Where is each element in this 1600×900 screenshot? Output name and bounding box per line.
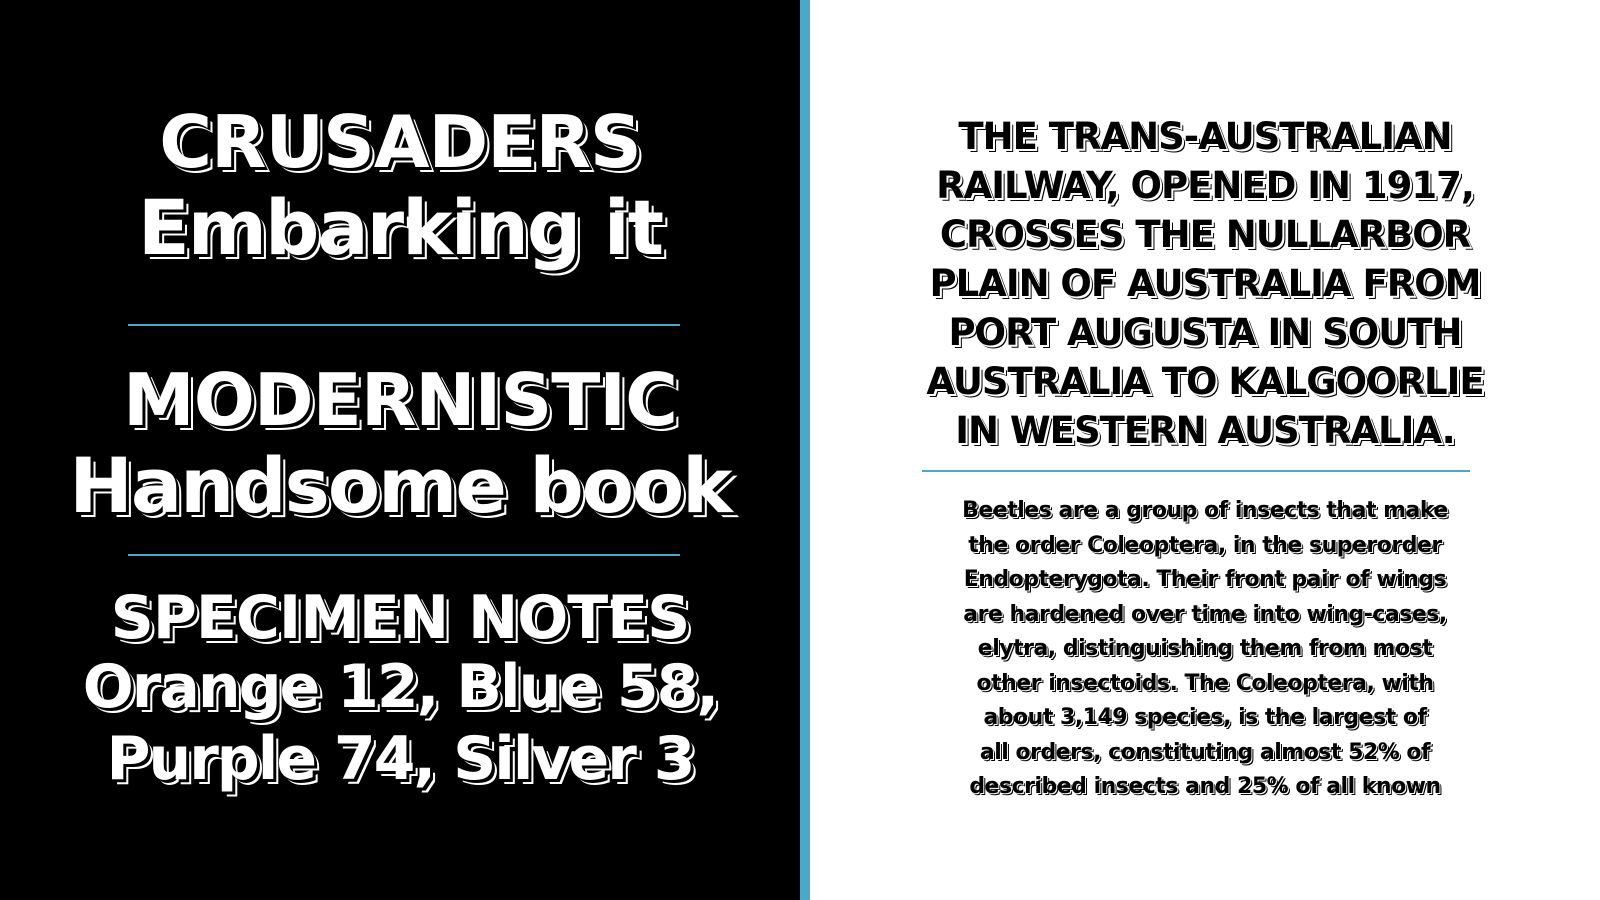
specimen-block-crusaders: [60, 100, 740, 272]
headline-paragraph: [880, 112, 1530, 455]
headline-line: THE TRANS-AUSTRALIAN: [958, 115, 1452, 158]
body-line: about 3,149 species, is the largest of: [983, 705, 1427, 730]
specimen-block-notes: [60, 585, 740, 795]
headline-line: CROSSES THE NULLARBOR: [939, 213, 1471, 256]
body-line: described insects and 25% of all known: [969, 774, 1441, 799]
specimen-line: MODERNISTIC: [123, 358, 677, 442]
divider-rule: [922, 470, 1470, 472]
divider-rule: [128, 554, 680, 556]
specimen-line: SPECIMEN NOTES: [110, 583, 690, 653]
specimen-line: Embarking it: [137, 183, 663, 272]
body-paragraph: [890, 494, 1520, 805]
body-line: other insectoids. The Coleoptera, with: [976, 670, 1434, 696]
specimen-block-modernistic: [60, 358, 740, 530]
specimen-line: Purple 74, Silver 3: [106, 724, 694, 794]
body-line: elytra, distinguishing them from most: [977, 636, 1433, 661]
headline-line: PORT AUGUSTA IN SOUTH: [948, 311, 1462, 354]
body-line: are hardened over time into wing-cases,: [963, 601, 1447, 627]
body-line: all orders, constituting almost 52% of: [979, 739, 1431, 765]
specimen-line: Orange 12, Blue 58,: [82, 652, 718, 722]
headline-line: IN WESTERN AUSTRALIA.: [955, 409, 1455, 452]
headline-line: AUSTRALIA TO KALGOORLIE: [926, 360, 1484, 403]
vertical-accent-bar: [800, 0, 810, 900]
right-panel: [810, 0, 1600, 900]
body-line: Endopterygota. Their front pair of wings: [963, 567, 1447, 592]
divider-rule: [128, 324, 680, 326]
headline-line: RAILWAY, OPENED IN 1917,: [936, 164, 1474, 207]
specimen-line: CRUSADERS: [159, 100, 641, 184]
specimen-line: Handsome book: [69, 441, 731, 530]
headline-line: PLAIN OF AUSTRALIA FROM: [929, 262, 1481, 305]
body-line: Beetles are a group of insects that make: [962, 498, 1448, 523]
body-line: the order Coleoptera, in the superorder: [968, 532, 1442, 558]
